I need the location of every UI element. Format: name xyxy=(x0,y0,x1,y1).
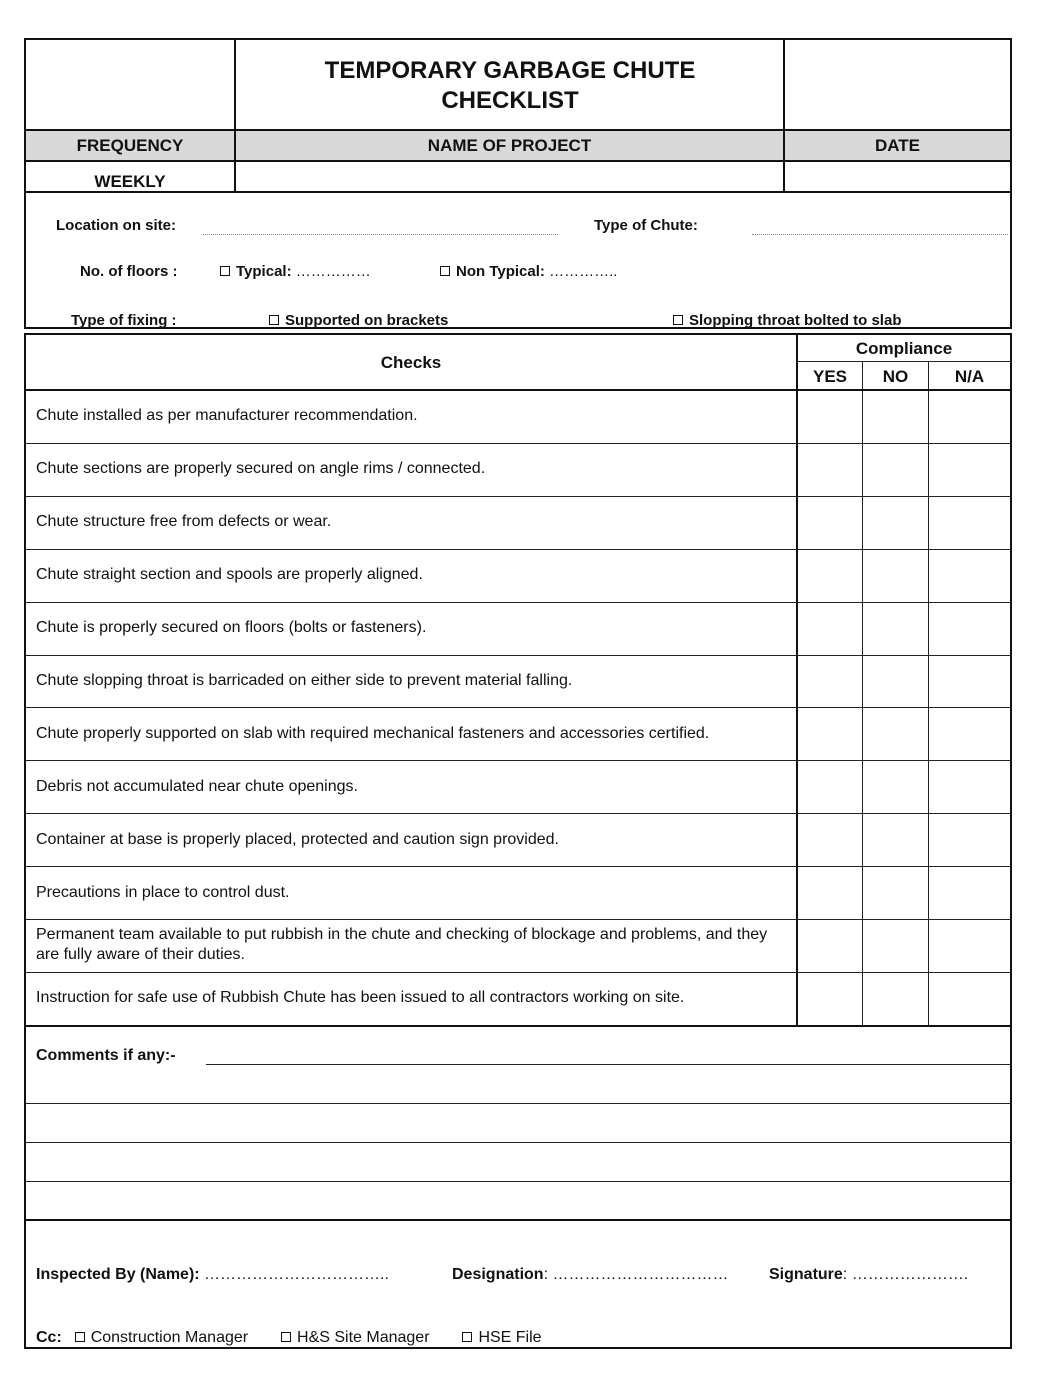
compliance-cell-yes[interactable] xyxy=(798,391,862,442)
comments-label: Comments if any:- xyxy=(36,1047,176,1064)
comment-line[interactable] xyxy=(25,1181,1011,1182)
compliance-cell-yes[interactable] xyxy=(798,867,862,918)
project-name-header: NAME OF PROJECT xyxy=(427,136,592,155)
compliance-cell-yes[interactable] xyxy=(798,814,862,865)
compliance-cell-no[interactable] xyxy=(864,920,928,971)
non-typical-option[interactable] xyxy=(440,263,617,280)
comment-line[interactable] xyxy=(206,1064,1011,1065)
compliance-cell-na[interactable] xyxy=(930,391,1010,442)
compliance-cell-no[interactable] xyxy=(864,761,928,812)
compliance-cell-na[interactable] xyxy=(930,550,1010,601)
checkbox-icon[interactable] xyxy=(75,1332,85,1342)
no-header: NO xyxy=(882,367,909,386)
location-label: Location on site: xyxy=(56,217,176,234)
compliance-cell-yes[interactable] xyxy=(798,603,862,654)
comment-line[interactable] xyxy=(25,1103,1011,1104)
compliance-cell-na[interactable] xyxy=(930,973,1010,1024)
signature-field[interactable] xyxy=(769,1266,968,1284)
chute-type-field[interactable] xyxy=(752,234,1008,235)
compliance-cell-yes[interactable] xyxy=(798,550,862,601)
checkbox-icon[interactable] xyxy=(281,1332,291,1342)
check-item-text: Chute properly supported on slab with required mechanical fasteners and accessories certified. xyxy=(36,724,710,742)
compliance-cell-no[interactable] xyxy=(864,656,928,707)
fixing-option-throat-label: Slopping throat bolted to slab xyxy=(689,312,902,329)
chute-type-label: Type of Chute: xyxy=(594,217,698,234)
inspected-by-label: Inspected By (Name): xyxy=(36,1266,200,1283)
checkbox-icon[interactable] xyxy=(220,266,230,276)
frequency-value: WEEKLY xyxy=(94,172,166,191)
compliance-cell-no[interactable] xyxy=(864,708,928,759)
non-typical-label: Non Typical: xyxy=(456,263,545,280)
cc-label: Cc: xyxy=(36,1329,62,1346)
compliance-cell-no[interactable] xyxy=(864,391,928,442)
non-typical-dots: ………….. xyxy=(549,263,618,280)
designation-dots: : …………………………… xyxy=(543,1266,729,1283)
cc-row xyxy=(36,1329,542,1347)
compliance-cell-no[interactable] xyxy=(864,550,928,601)
check-item-text: Chute installed as per manufacturer recommendation. xyxy=(36,407,418,425)
check-item-text: Chute straight section and spools are properly aligned. xyxy=(36,566,423,584)
inspected-by-dots: …………………………….. xyxy=(204,1266,389,1283)
compliance-cell-yes[interactable] xyxy=(798,497,862,548)
project-name-field[interactable] xyxy=(236,162,783,192)
designation-field[interactable] xyxy=(452,1266,728,1284)
compliance-cell-na[interactable] xyxy=(930,603,1010,654)
compliance-cell-no[interactable] xyxy=(864,867,928,918)
compliance-cell-no[interactable] xyxy=(864,603,928,654)
yes-header: YES xyxy=(812,367,848,386)
checks-header: Checks xyxy=(380,353,442,372)
compliance-cell-na[interactable] xyxy=(930,814,1010,865)
floors-label: No. of floors : xyxy=(80,263,178,280)
typical-option[interactable] xyxy=(220,263,371,280)
cc-construction-manager: Construction Manager xyxy=(90,1329,249,1346)
checkbox-icon[interactable] xyxy=(462,1332,472,1342)
typical-label: Typical: xyxy=(236,263,292,280)
form-title xyxy=(236,56,784,116)
compliance-cell-na[interactable] xyxy=(930,444,1010,495)
compliance-cell-na[interactable] xyxy=(930,708,1010,759)
comment-line[interactable] xyxy=(25,1142,1011,1143)
compliance-cell-yes[interactable] xyxy=(798,444,862,495)
compliance-cell-na[interactable] xyxy=(930,761,1010,812)
compliance-cell-no[interactable] xyxy=(864,814,928,865)
check-item-text: Chute is properly secured on floors (bolts or fasteners). xyxy=(36,619,427,637)
compliance-cell-yes[interactable] xyxy=(798,761,862,812)
title-line-2: CHECKLIST xyxy=(441,87,579,114)
compliance-header: Compliance xyxy=(855,339,953,358)
check-item-text: Permanent team available to put rubbish in the chute and checking of blockage and problems, and they are fully aware of their duties. xyxy=(36,926,768,964)
compliance-cell-yes[interactable] xyxy=(798,973,862,1024)
compliance-cell-yes[interactable] xyxy=(798,656,862,707)
date-field[interactable] xyxy=(785,162,1010,192)
check-item-text: Chute structure free from defects or wear. xyxy=(36,513,332,531)
inspected-by-field[interactable] xyxy=(36,1266,389,1284)
checkbox-icon[interactable] xyxy=(269,315,279,325)
frequency-header: FREQUENCY xyxy=(76,136,184,155)
location-field[interactable] xyxy=(203,234,558,235)
compliance-cell-na[interactable] xyxy=(930,497,1010,548)
cc-hs-site-manager: H&S Site Manager xyxy=(297,1329,430,1346)
compliance-cell-na[interactable] xyxy=(930,656,1010,707)
checkbox-icon[interactable] xyxy=(673,315,683,325)
check-item-text: Chute slopping throat is barricaded on either side to prevent material falling. xyxy=(36,671,573,689)
designation-label: Designation xyxy=(452,1266,544,1283)
compliance-cell-yes[interactable] xyxy=(798,708,862,759)
fixing-option-brackets-label: Supported on brackets xyxy=(285,312,449,329)
fixing-label: Type of fixing : xyxy=(71,312,177,329)
compliance-cell-no[interactable] xyxy=(864,444,928,495)
check-item-text: Debris not accumulated near chute openings. xyxy=(36,777,358,795)
cc-hse-file: HSE File xyxy=(478,1329,542,1346)
signature-label: Signature xyxy=(769,1266,843,1283)
na-header: N/A xyxy=(954,367,985,386)
compliance-cell-na[interactable] xyxy=(930,867,1010,918)
compliance-cell-no[interactable] xyxy=(864,973,928,1024)
typical-dots: …………… xyxy=(295,263,371,280)
signature-dots: : …………………. xyxy=(842,1266,969,1283)
checkbox-icon[interactable] xyxy=(440,266,450,276)
check-item-text: Instruction for safe use of Rubbish Chute has been issued to all contractors working on site. xyxy=(36,989,685,1007)
compliance-cell-yes[interactable] xyxy=(798,920,862,971)
check-item-text: Chute sections are properly secured on angle rims / connected. xyxy=(36,460,486,478)
check-item-text: Precautions in place to control dust. xyxy=(36,883,290,901)
title-line-1: TEMPORARY GARBAGE CHUTE xyxy=(324,57,696,84)
compliance-cell-no[interactable] xyxy=(864,497,928,548)
date-header: DATE xyxy=(874,136,920,155)
compliance-cell-na[interactable] xyxy=(930,920,1010,971)
check-item-text: Container at base is properly placed, protected and caution sign provided. xyxy=(36,830,559,848)
